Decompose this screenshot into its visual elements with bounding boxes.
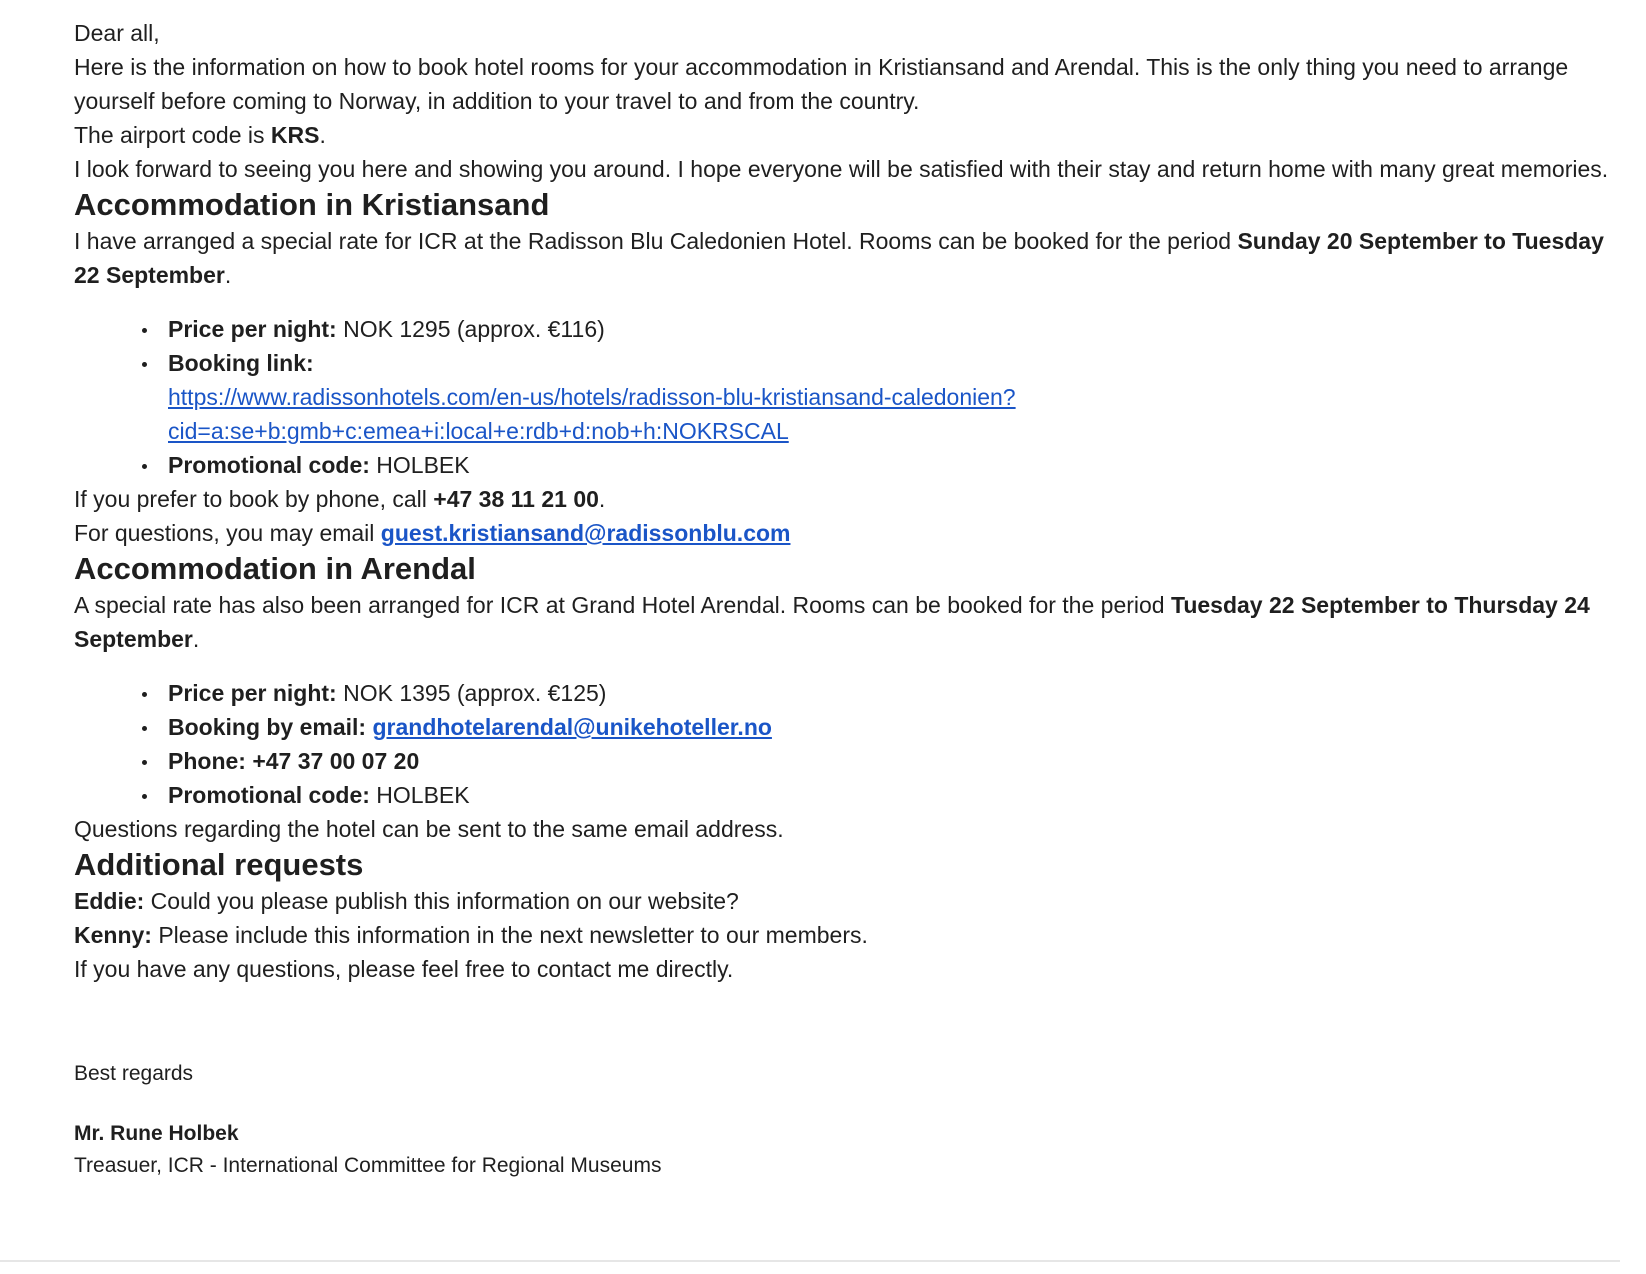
list-item — [168, 448, 1634, 482]
list-item — [168, 710, 1634, 744]
signature-title: Treasuer, ICR - International Committee for Regional Museums — [74, 1154, 662, 1177]
price-value: NOK 1295 (approx. €116) — [336, 316, 605, 342]
eddie-request — [74, 884, 1634, 918]
price-value: NOK 1395 (approx. €125) — [336, 680, 607, 706]
grand-hotel-email-link[interactable]: grandhotelarendal@unikehoteller.no — [372, 714, 772, 740]
list-item — [168, 676, 1634, 710]
promo-label: Promotional code: — [168, 452, 370, 478]
additional-requests-heading: Additional requests — [74, 847, 364, 882]
look-forward-paragraph: I look forward to seeing you here and showing you around. I hope everyone will be satisfied with their stay and return home with many great memories. — [74, 156, 1609, 182]
phone-prefix: If you prefer to book by phone, call — [74, 486, 434, 512]
arendal-details-list — [74, 676, 1634, 812]
arendal-intro-text: A special rate has also been arranged for ICR at Grand Hotel Arendal. Rooms can be booked for the period — [74, 592, 1171, 618]
list-item — [168, 346, 1634, 448]
radisson-phone: +47 38 11 21 00 — [433, 486, 599, 512]
radisson-email-link[interactable]: guest.kristiansand@radissonblu.com — [380, 520, 791, 546]
promo-value: HOLBEK — [369, 452, 470, 478]
price-label: Price per night: — [168, 680, 337, 706]
kenny-request — [74, 918, 1634, 952]
eddie-text: Could you please publish this information on our website? — [144, 888, 739, 914]
arendal-period-suffix: . — [192, 626, 200, 652]
kristiansand-intro-text: I have arranged a special rate for ICR at the Radisson Blu Caledonien Hotel. Rooms can be booked for the period — [74, 228, 1238, 254]
list-item — [168, 744, 1634, 778]
phone-suffix: . — [598, 486, 606, 512]
kristiansand-heading: Accommodation in Kristiansand — [74, 187, 550, 222]
divider — [0, 1260, 1620, 1262]
intro-paragraph: Here is the information on how to book hotel rooms for your accommodation in Kristiansand and Arendal. This is the only thing you need to arrange yourself before coming to Norway, in addition to your travel to and from the country. — [74, 54, 1569, 114]
kristiansand-phone-line — [74, 482, 1634, 516]
airport-suffix: . — [319, 122, 326, 148]
kenny-text: Please include this information in the next newsletter to our members. — [151, 922, 868, 948]
kristiansand-period: Sunday 20 September to Tuesday 22 September — [74, 228, 1604, 288]
email-body — [74, 16, 1634, 1182]
closing: Best regards — [74, 1062, 194, 1085]
promo-label: Promotional code: — [168, 782, 370, 808]
kristiansand-period-suffix: . — [224, 262, 232, 288]
list-item — [168, 778, 1634, 812]
contact-line: If you have any questions, please feel free to contact me directly. — [74, 956, 734, 982]
promo-value: HOLBEK — [369, 782, 470, 808]
kristiansand-intro — [74, 224, 1634, 292]
eddie-label: Eddie: — [74, 888, 145, 914]
arendal-questions-line: Questions regarding the hotel can be sent to the same email address. — [74, 816, 784, 842]
booking-link-label: Booking link: — [168, 350, 314, 376]
airport-prefix: The airport code is — [74, 122, 271, 148]
questions-prefix: For questions, you may email — [74, 520, 381, 546]
airport-code: KRS — [270, 122, 320, 148]
kristiansand-questions-line — [74, 516, 1634, 550]
kristiansand-details-list — [74, 312, 1634, 482]
list-item — [168, 312, 1634, 346]
price-label: Price per night: — [168, 316, 337, 342]
signature-name: Mr. Rune Holbek — [74, 1122, 239, 1145]
kenny-label: Kenny: — [74, 922, 152, 948]
signature-block — [74, 1058, 1634, 1182]
booking-email-label: Booking by email: — [168, 714, 367, 740]
airport-line — [74, 118, 1634, 152]
arendal-phone: Phone: +47 37 00 07 20 — [168, 748, 420, 774]
arendal-period: Tuesday 22 September to Thursday 24 September — [74, 592, 1590, 652]
radisson-booking-link[interactable]: https://www.radissonhotels.com/en-us/hotels/radisson-blu-kristiansand-caledonien?cid=a:se+b:gmb+c:emea+i:local+e:rdb+d:nob+h:NOKRSCAL — [168, 384, 1016, 444]
arendal-heading: Accommodation in Arendal — [74, 551, 476, 586]
greeting: Dear all, — [74, 20, 160, 46]
arendal-intro — [74, 588, 1634, 656]
